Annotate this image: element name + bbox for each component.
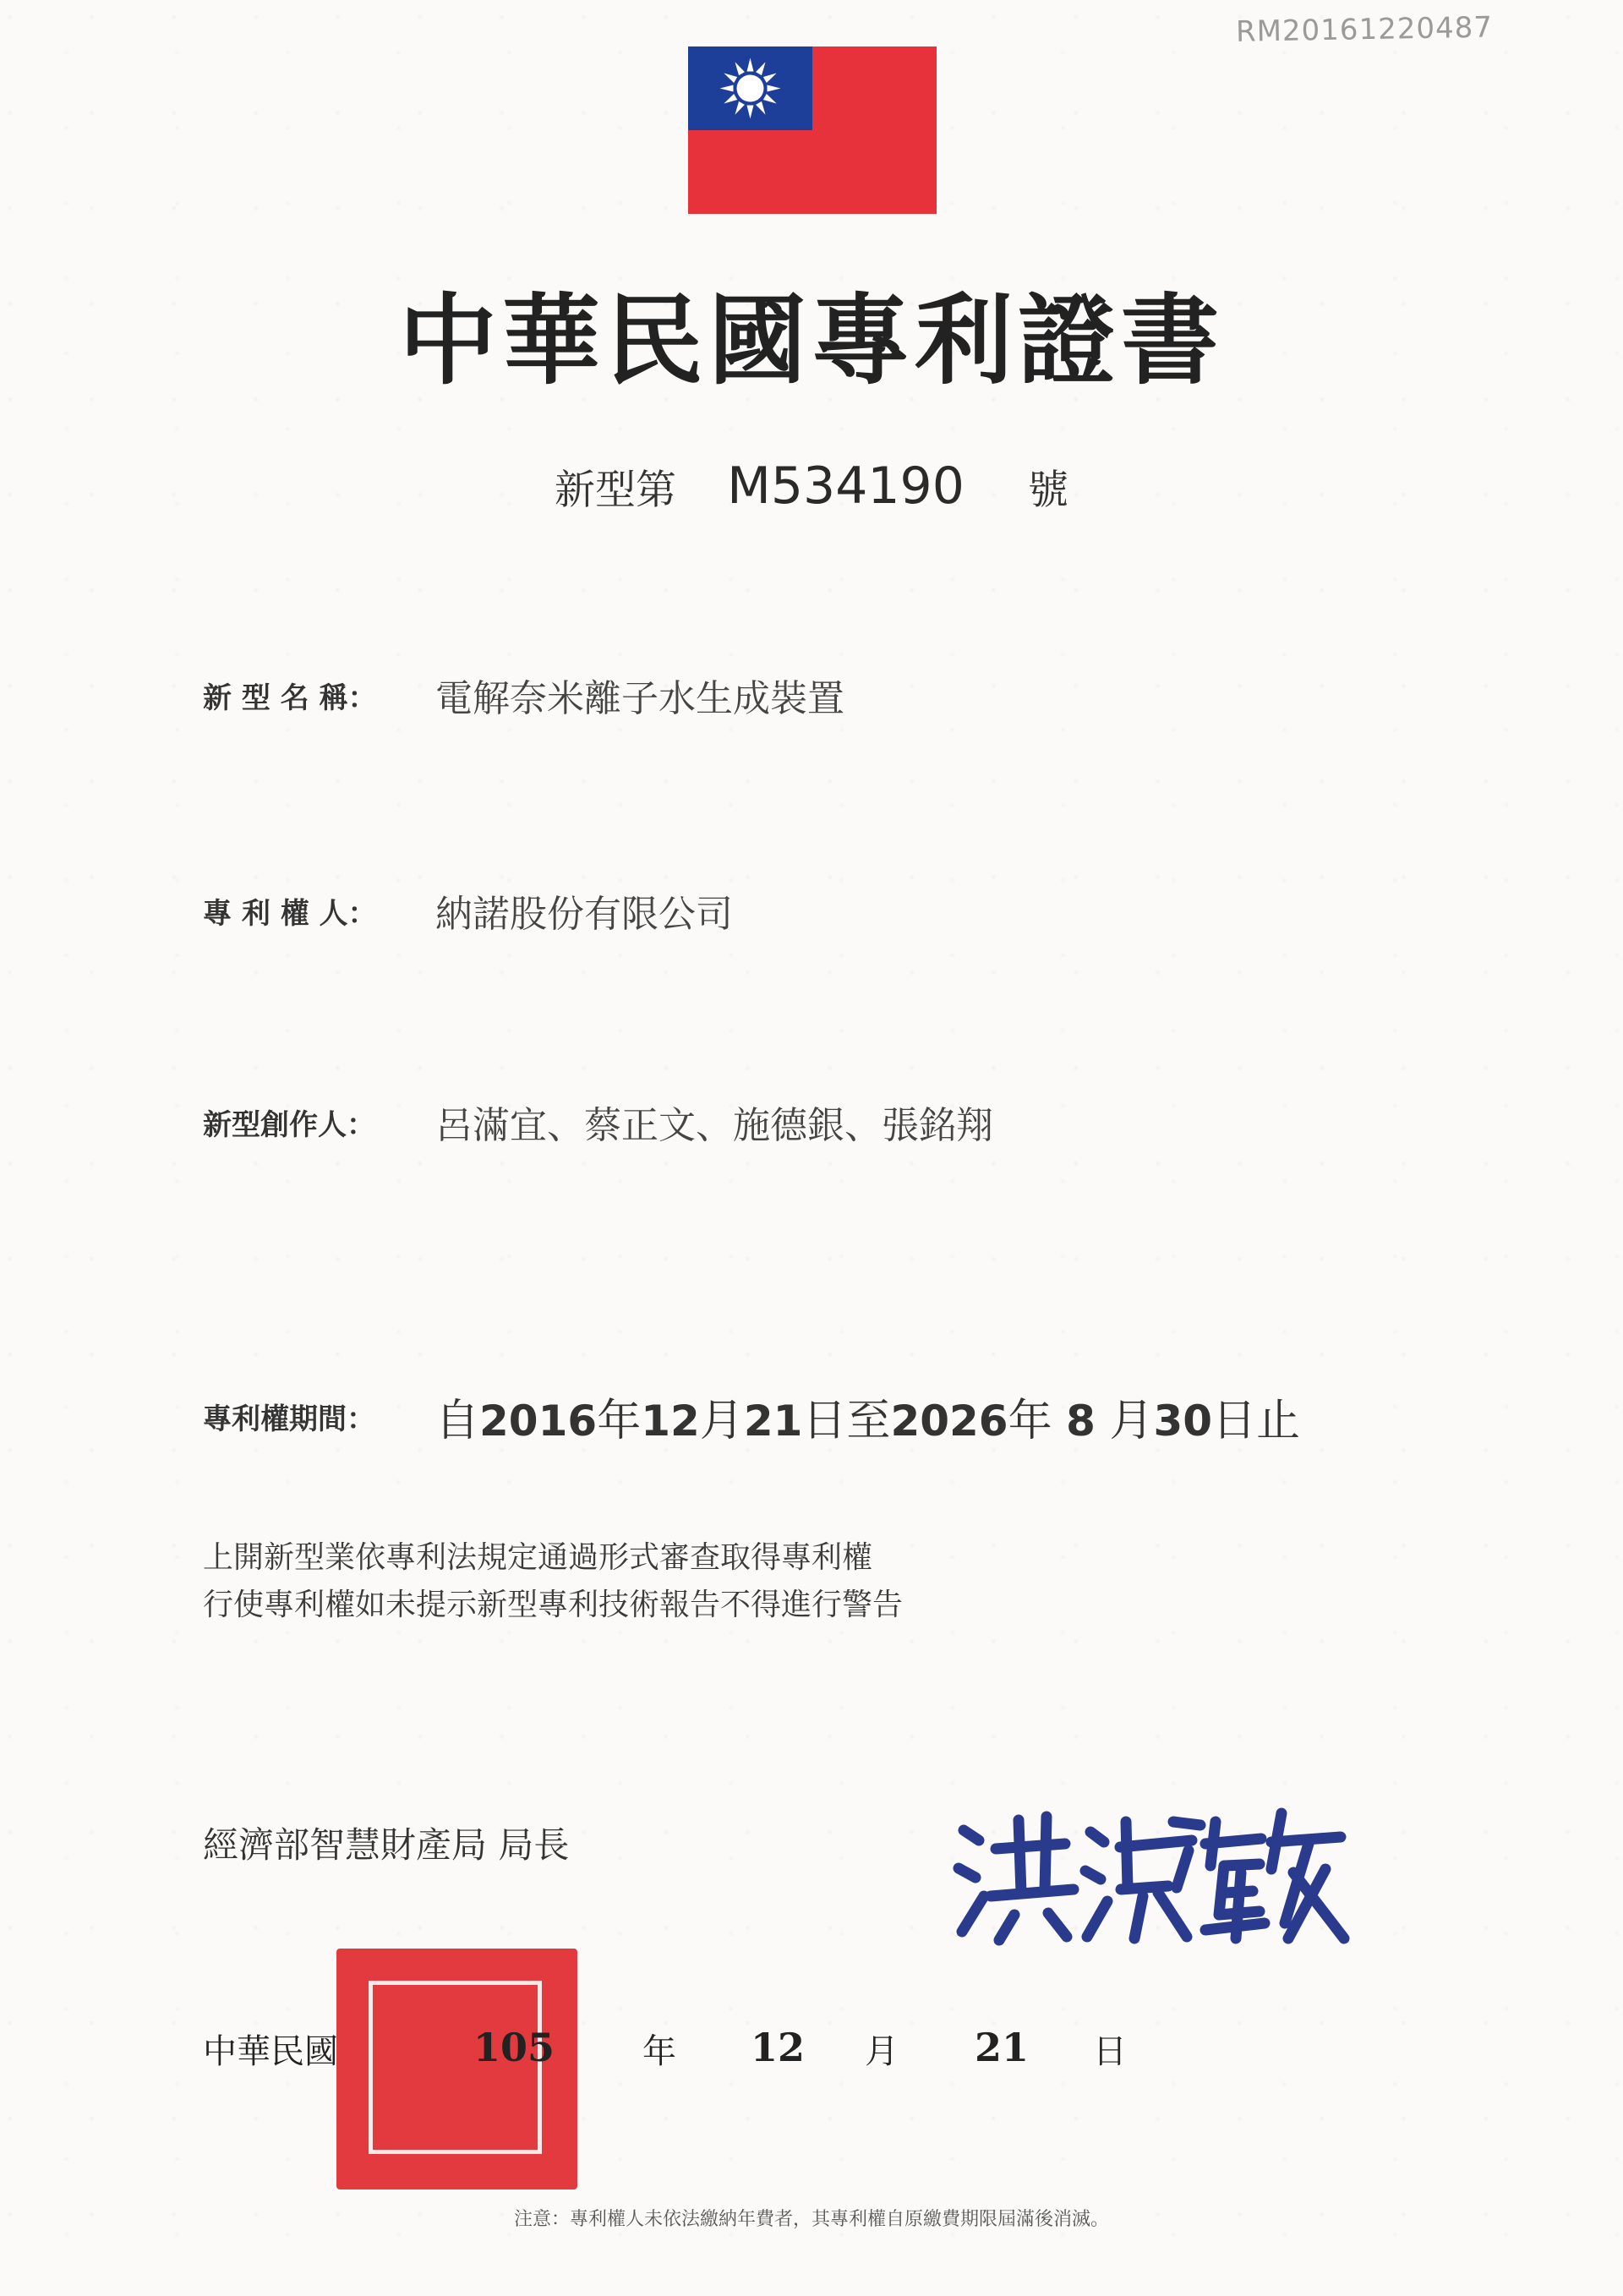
field-label: 專 利 權 人： [203,896,377,931]
date-day: 21 [975,2025,1030,2070]
term-from-month: 12 [641,1397,700,1446]
certificate-title: 中華民國專利證書 [399,283,1224,398]
date-year: 105 [473,2025,555,2070]
field-label: 專利權期間： [203,1402,375,1436]
month-char: 月 [1109,1396,1154,1446]
term-to-year: 2026 [890,1397,1008,1446]
patent-number-row [0,456,1623,516]
patent-number-suffix: 號 [1028,466,1069,514]
patent-number-prefix: 新型第 [554,466,676,514]
term-to-day: 30 [1153,1397,1213,1446]
date-month-label: 月 [865,2032,899,2071]
term-from-year: 2016 [479,1397,598,1446]
handwritten-reference-number: RM20161220487 [1235,10,1494,49]
field-label: 新 型 名 稱： [203,681,377,715]
field-value: 納諾股份有限公司 [435,893,733,936]
handwritten-signature-icon [947,1788,1352,1957]
field-patent-name [203,668,844,722]
year-char: 年 [597,1396,642,1446]
field-label: 新型創作人： [203,1107,375,1142]
day-char: 日 [1212,1396,1257,1446]
roc-flag-icon [688,46,937,214]
footnote: 注意：專利權人未依法繳納年費者，其專利權自原繳費期限屆滿後消滅。 [513,2209,1109,2230]
day-char: 日 [802,1396,847,1446]
year-char: 年 [1008,1396,1052,1446]
field-patent-term [203,1385,1300,1448]
notice-line-2: 行使專利權如未提示新型專利技術報告不得進行警告 [203,1588,904,1622]
term-end-word: 止 [1256,1396,1301,1446]
date-era: 中華民國 [203,2032,338,2071]
term-to-month: 8 [1066,1397,1096,1446]
field-value: 電解奈米離子水生成裝置 [435,677,844,720]
term-from-day: 21 [743,1397,803,1446]
patent-number: M534190 [727,456,965,516]
date-day-label: 日 [1093,2032,1127,2071]
term-value [435,1396,1300,1446]
term-from-word: 自 [435,1396,480,1446]
date-year-label: 年 [642,2032,676,2071]
date-month: 12 [751,2025,806,2070]
month-char: 月 [699,1396,744,1446]
term-to-word: 至 [846,1396,891,1446]
field-creators [203,1095,993,1149]
notice-line-1: 上開新型業依專利法規定通過形式審查取得專利權 [203,1540,873,1575]
director-title: 經濟部智慧財產局 局長 [203,1824,570,1866]
field-patent-owner [203,883,733,938]
field-value: 呂滿宜、蔡正文、施德銀、張銘翔 [435,1104,993,1147]
